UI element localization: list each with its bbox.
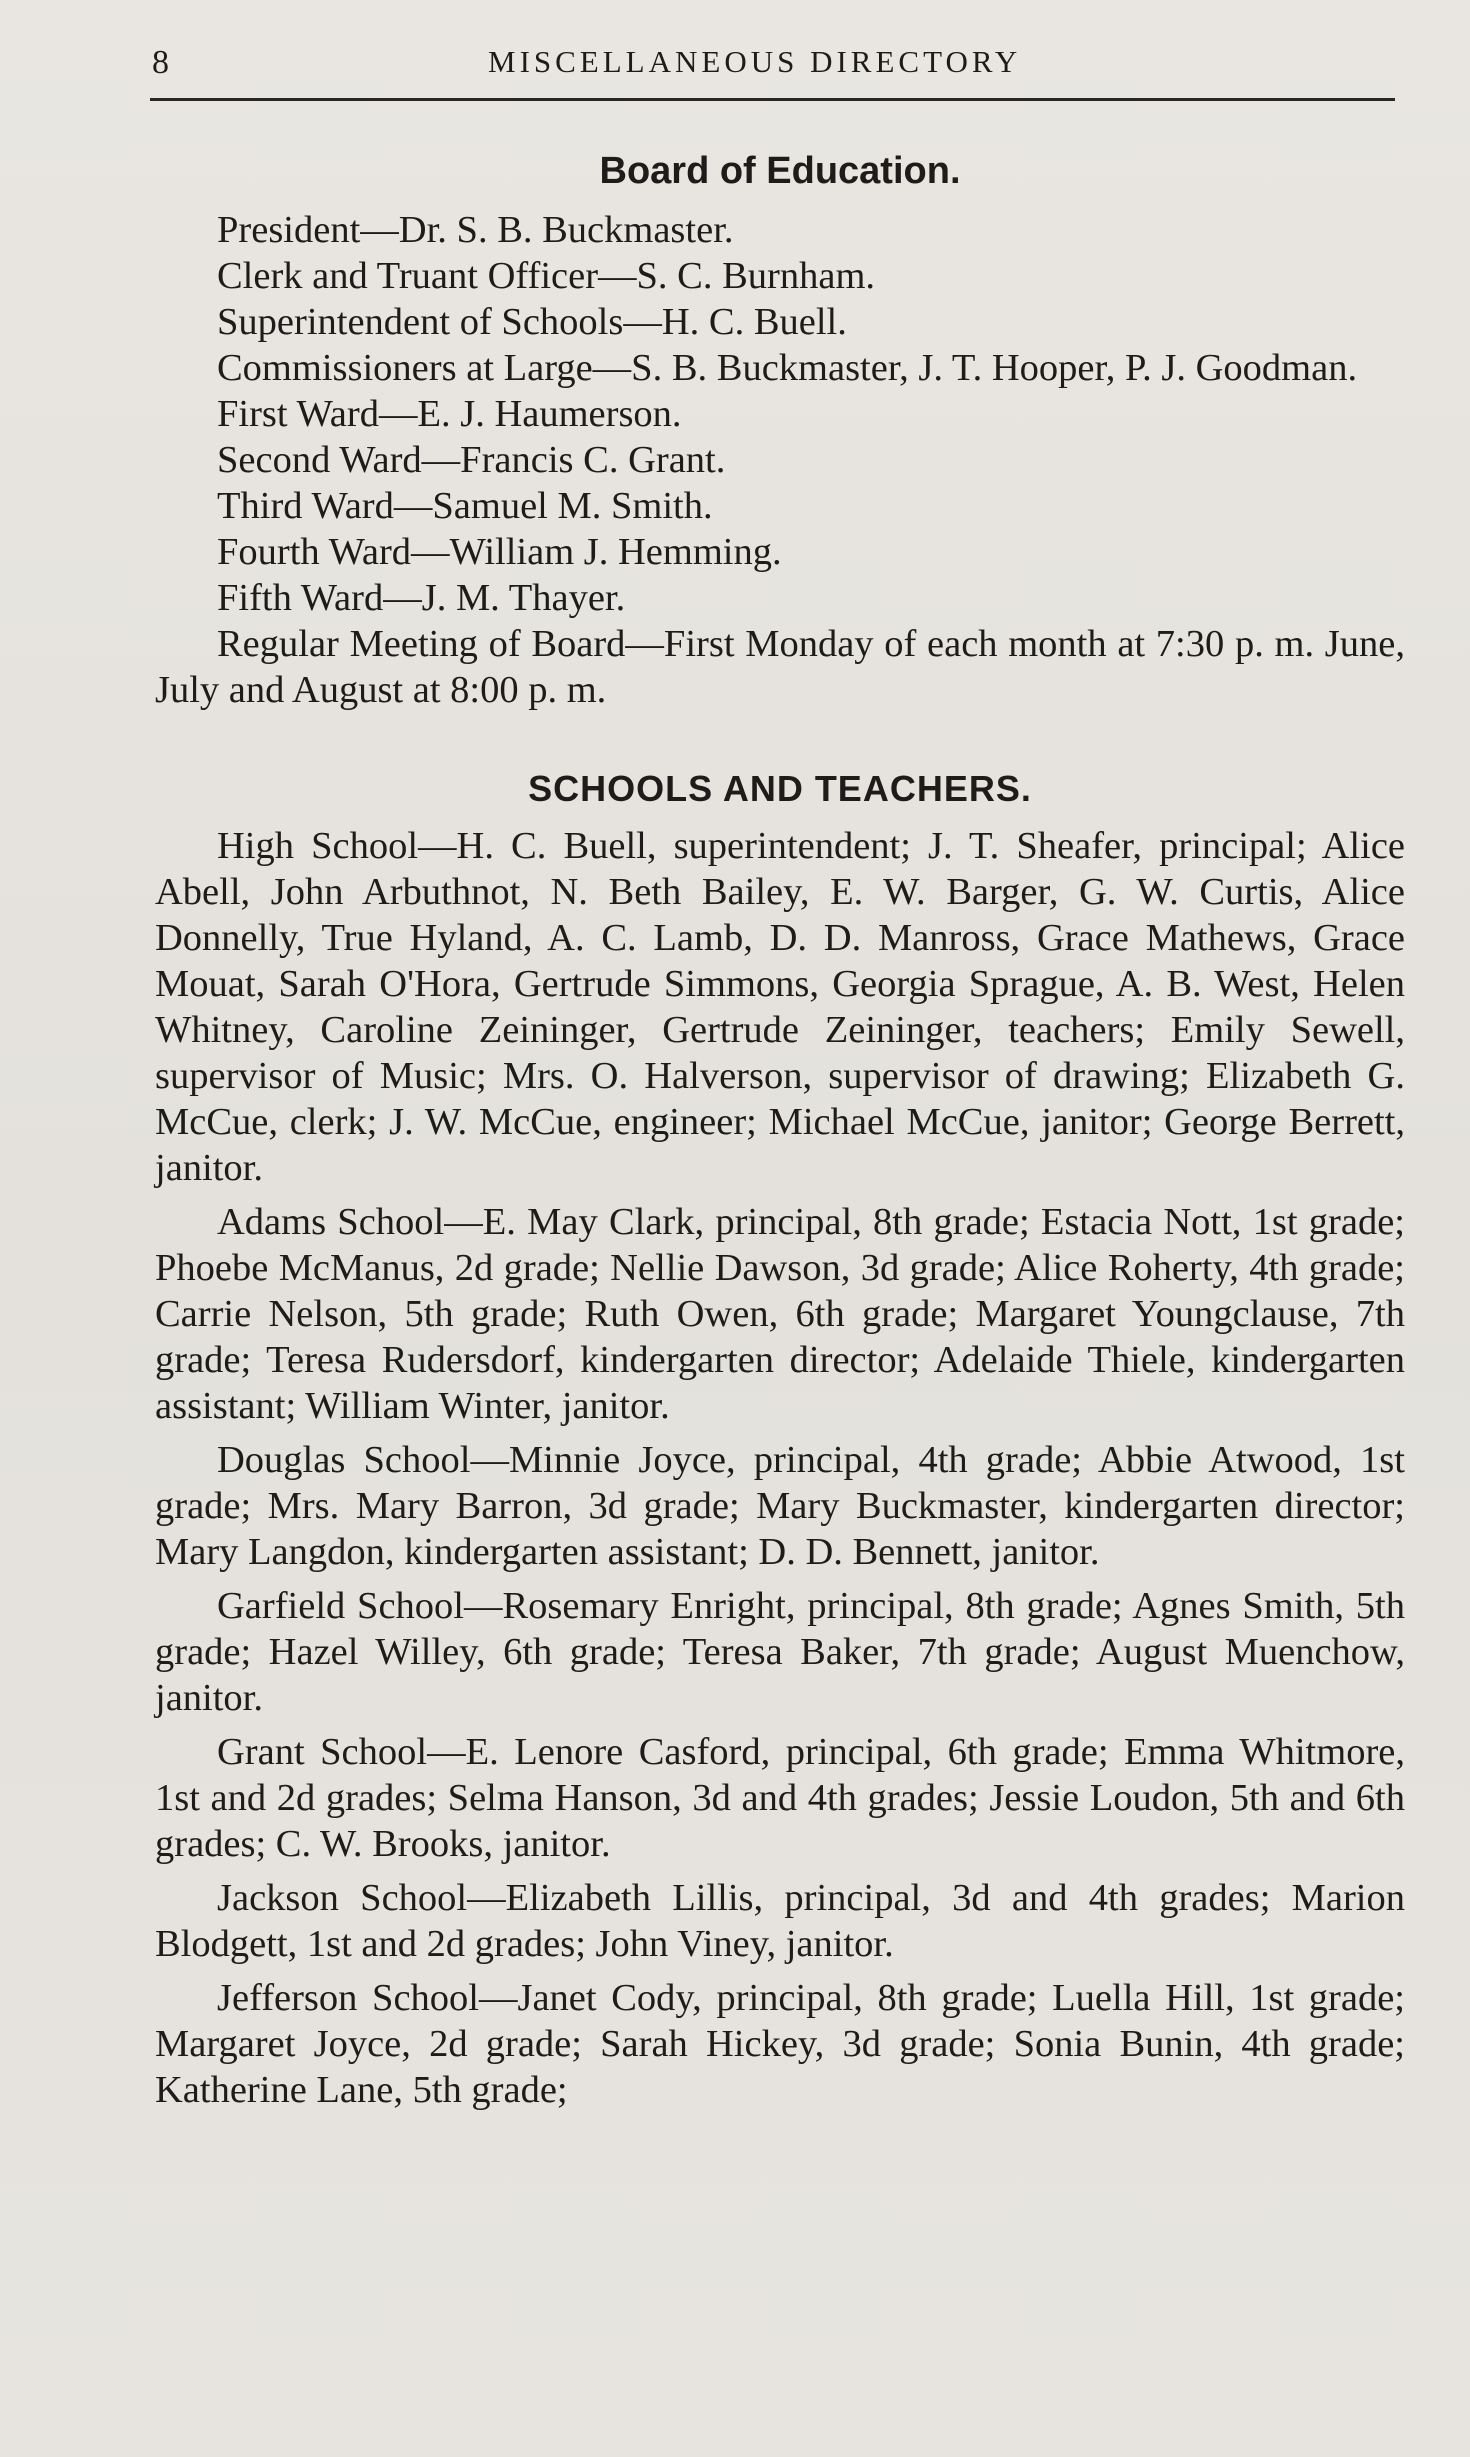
board-entry-commissioners: Commissioners at Large—S. B. Buckmaster, J. T. Hooper, P. J. Goodman. — [217, 347, 1358, 389]
board-entry-regular-meeting: Regular Meeting of Board—First Monday of each month at 7:30 p. m. June, July and August at 8:00 p. m. — [155, 623, 1405, 711]
board-entry-third-ward: Third Ward—Samuel M. Smith. — [217, 485, 713, 527]
school-entry-douglas: Douglas School—Minnie Joyce, principal, 4th grade; Abbie Atwood, 1st grade; Mrs. Mary Barron, 3d grade; Mary Buckmaster, kindergarten director; Mary Langdon, kindergarten assistant; D. D. Bennett, janitor. — [155, 1439, 1405, 1573]
schools-title: SCHOOLS AND TEACHERS. — [528, 768, 1032, 809]
running-header: MISCELLANEOUS DIRECTORY — [488, 44, 1022, 79]
board-entry-fourth-ward: Fourth Ward—William J. Hemming. — [217, 531, 782, 573]
school-entry-high-school: High School—H. C. Buell, superintendent; J. T. Sheafer, principal; Alice Abell, John Arbuthnot, N. Beth Bailey, E. W. Barger, G. W. Curtis, Alice Donnelly, True Hyland, A. C. Lamb, D. D. Manross, Grace Mathews, Grace Mouat, Sarah O'Hora, Gertrude Simmons, Georgia Sprague, A. B. West, Helen Whitney, Caroline Zeininger, Gertrude Zeininger, teachers; Emily Sewell, supervisor of Music; Mrs. O. Halverson, supervisor of drawing; Elizabeth G. McCue, clerk; J. W. McCue, engineer; Michael McCue, janitor; George Berrett, janitor. — [155, 825, 1405, 1189]
school-entry-garfield: Garfield School—Rosemary Enright, principal, 8th grade; Agnes Smith, 5th grade; Hazel Willey, 6th grade; Teresa Baker, 7th grade; August Muenchow, janitor. — [155, 1585, 1405, 1719]
board-entry-fifth-ward: Fifth Ward—J. M. Thayer. — [217, 577, 626, 619]
school-entry-jefferson: Jefferson School—Janet Cody, principal, 8th grade; Luella Hill, 1st grade; Margaret Joyce, 2d grade; Sarah Hickey, 3d grade; Sonia Bunin, 4th grade; Katherine Lane, 5th grade; — [155, 1977, 1405, 2111]
board-entry-second-ward: Second Ward—Francis C. Grant. — [217, 439, 726, 481]
page-content — [155, 142, 1405, 2121]
board-entry-president: President—Dr. S. B. Buckmaster. — [217, 209, 734, 251]
board-entry-first-ward: First Ward—E. J. Haumerson. — [217, 393, 682, 435]
header-rule — [150, 98, 1395, 101]
school-entry-jackson: Jackson School—Elizabeth Lillis, principal, 3d and 4th grades; Marion Blodgett, 1st and 2d grades; John Viney, janitor. — [155, 1877, 1405, 1965]
school-entry-grant: Grant School—E. Lenore Casford, principal, 6th grade; Emma Whitmore, 1st and 2d grades; Selma Hanson, 3d and 4th grades; Jessie Loudon, 5th and 6th grades; C. W. Brooks, janitor. — [155, 1731, 1405, 1865]
board-title: Board of Education. — [599, 150, 961, 192]
school-entry-adams: Adams School—E. May Clark, principal, 8th grade; Estacia Nott, 1st grade; Phoebe McManus, 2d grade; Nellie Dawson, 3d grade; Alice Roherty, 4th grade; Carrie Nelson, 5th grade; Ruth Owen, 6th grade; Margaret Youngclause, 7th grade; Teresa Rudersdorf, kindergarten director; Adelaide Thiele, kindergarten assistant; William Winter, janitor. — [155, 1201, 1405, 1427]
page-number: 8 — [152, 44, 170, 81]
board-of-education-section — [155, 149, 1405, 713]
board-entry-superintendent: Superintendent of Schools—H. C. Buell. — [217, 301, 847, 343]
schools-and-teachers-section — [155, 767, 1405, 2113]
board-entry-clerk: Clerk and Truant Officer—S. C. Burnham. — [217, 255, 876, 297]
